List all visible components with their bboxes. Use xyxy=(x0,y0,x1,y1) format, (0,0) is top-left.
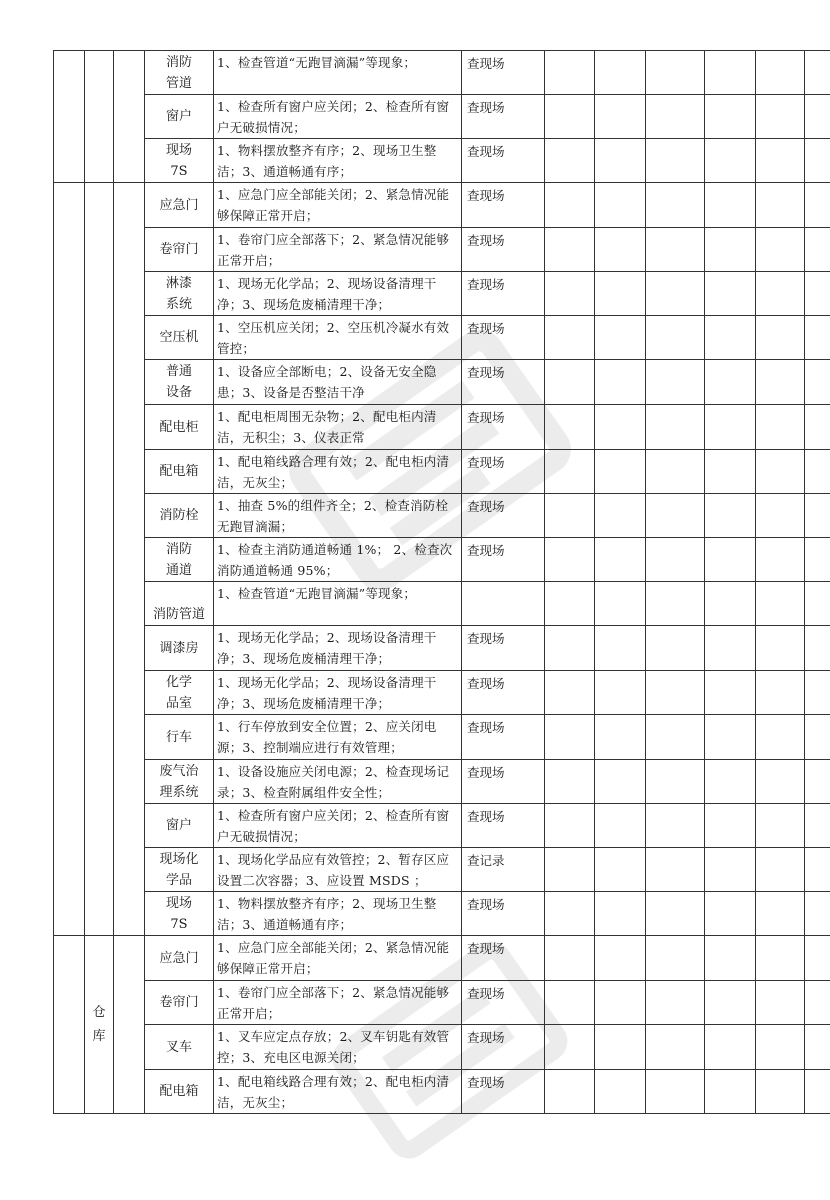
check-result-cell[interactable] xyxy=(705,804,756,848)
check-result-cell[interactable] xyxy=(545,804,595,848)
method-cell: 查记录 xyxy=(462,848,545,892)
sub-area-cell xyxy=(114,183,145,936)
table-row xyxy=(54,51,830,95)
group-index-cell xyxy=(54,936,85,1114)
item-cell: 应急门 xyxy=(145,936,214,981)
table-row xyxy=(54,582,830,626)
requirement-cell: 1、行车停放到安全位置；2、应关闭电源；3、控制端应进行有效管理； xyxy=(214,715,462,760)
check-result-cell[interactable] xyxy=(756,715,805,760)
area-label-cell xyxy=(85,183,114,936)
check-result-cell[interactable] xyxy=(545,848,595,892)
check-result-cell[interactable] xyxy=(805,892,830,936)
check-result-cell[interactable] xyxy=(646,981,705,1025)
item-cell: 叉车 xyxy=(145,1025,214,1070)
check-result-cell[interactable] xyxy=(705,1025,756,1070)
item-cell: 普通 设备 xyxy=(145,360,214,405)
check-result-cell[interactable] xyxy=(646,494,705,538)
check-result-cell[interactable] xyxy=(756,51,805,95)
check-result-cell[interactable] xyxy=(705,228,756,272)
requirement-cell: 1、抽查 5%的组件齐全；2、检查消防栓无跑冒滴漏； xyxy=(214,494,462,538)
check-result-cell[interactable] xyxy=(805,1025,830,1070)
check-result-cell[interactable] xyxy=(756,95,805,139)
check-result-cell[interactable] xyxy=(705,494,756,538)
requirement-cell: 1、配电箱线路合理有效；2、配电柜内清洁，无灰尘； xyxy=(214,450,462,494)
check-result-cell[interactable] xyxy=(545,228,595,272)
method-cell: 查现场 xyxy=(462,316,545,360)
area-label-cell xyxy=(85,51,114,183)
check-result-cell[interactable] xyxy=(646,360,705,405)
method-cell: 查现场 xyxy=(462,936,545,981)
check-result-cell[interactable] xyxy=(646,848,705,892)
table-row xyxy=(54,671,830,715)
check-result-cell[interactable] xyxy=(545,51,595,95)
table-row xyxy=(54,848,830,892)
check-result-cell[interactable] xyxy=(805,95,830,139)
inspection-table xyxy=(53,50,830,1114)
check-result-cell[interactable] xyxy=(705,139,756,183)
item-cell: 应急门 xyxy=(145,183,214,228)
check-result-cell[interactable] xyxy=(545,95,595,139)
check-result-cell[interactable] xyxy=(646,183,705,228)
check-result-cell[interactable] xyxy=(595,936,646,981)
check-result-cell[interactable] xyxy=(805,1070,830,1114)
check-result-cell[interactable] xyxy=(595,405,646,450)
check-result-cell[interactable] xyxy=(545,582,595,626)
check-result-cell[interactable] xyxy=(805,228,830,272)
check-result-cell[interactable] xyxy=(705,760,756,804)
check-result-cell[interactable] xyxy=(705,450,756,494)
item-cell: 现场 7S xyxy=(145,892,214,936)
requirement-cell: 1、配电箱线路合理有效；2、配电柜内清洁，无灰尘； xyxy=(214,1070,462,1114)
check-result-cell[interactable] xyxy=(705,892,756,936)
check-result-cell[interactable] xyxy=(646,671,705,715)
check-result-cell[interactable] xyxy=(646,538,705,582)
requirement-cell: 1、检查管道“无跑冒滴漏”等现象； xyxy=(214,582,462,626)
table-row xyxy=(54,538,830,582)
check-result-cell[interactable] xyxy=(756,981,805,1025)
method-cell: 查现场 xyxy=(462,1070,545,1114)
check-result-cell[interactable] xyxy=(705,1070,756,1114)
check-result-cell[interactable] xyxy=(595,582,646,626)
method-cell: 查现场 xyxy=(462,892,545,936)
check-result-cell[interactable] xyxy=(545,1025,595,1070)
check-result-cell[interactable] xyxy=(805,360,830,405)
requirement-cell: 1、配电柜周围无杂物；2、配电柜内清洁，无积尘；3、仪表正常 xyxy=(214,405,462,450)
check-result-cell[interactable] xyxy=(595,316,646,360)
item-cell: 空压机 xyxy=(145,316,214,360)
table-row xyxy=(54,450,830,494)
item-cell: 调漆房 xyxy=(145,626,214,671)
area-label-cell: 仓 库 xyxy=(85,936,114,1114)
check-result-cell[interactable] xyxy=(756,626,805,671)
item-cell: 消防 通道 xyxy=(145,538,214,582)
requirement-cell: 1、现场化学品应有效管控；2、暂存区应设置二次容器；3、应设置 MSDS ； xyxy=(214,848,462,892)
requirement-cell: 1、设备设施应关闭电源；2、检查现场记录；3、检查附属组件安全性； xyxy=(214,760,462,804)
method-cell: 查现场 xyxy=(462,760,545,804)
check-result-cell[interactable] xyxy=(805,626,830,671)
check-result-cell[interactable] xyxy=(545,715,595,760)
method-cell: 查现场 xyxy=(462,272,545,316)
check-result-cell[interactable] xyxy=(595,981,646,1025)
check-result-cell[interactable] xyxy=(805,715,830,760)
check-result-cell[interactable] xyxy=(595,892,646,936)
check-result-cell[interactable] xyxy=(545,760,595,804)
check-result-cell[interactable] xyxy=(646,936,705,981)
check-result-cell[interactable] xyxy=(646,228,705,272)
check-result-cell[interactable] xyxy=(756,139,805,183)
table-row xyxy=(54,360,830,405)
check-result-cell[interactable] xyxy=(545,538,595,582)
check-result-cell[interactable] xyxy=(756,804,805,848)
check-result-cell[interactable] xyxy=(646,804,705,848)
check-result-cell[interactable] xyxy=(595,450,646,494)
check-result-cell[interactable] xyxy=(805,582,830,626)
requirement-cell: 1、空压机应关闭；2、空压机冷凝水有效管控； xyxy=(214,316,462,360)
check-result-cell[interactable] xyxy=(646,892,705,936)
table-row xyxy=(54,405,830,450)
check-result-cell[interactable] xyxy=(705,671,756,715)
method-cell: 查现场 xyxy=(462,228,545,272)
check-result-cell[interactable] xyxy=(595,95,646,139)
check-result-cell[interactable] xyxy=(595,51,646,95)
method-cell: 查现场 xyxy=(462,804,545,848)
check-result-cell[interactable] xyxy=(595,1070,646,1114)
check-result-cell[interactable] xyxy=(545,1070,595,1114)
check-result-cell[interactable] xyxy=(805,671,830,715)
check-result-cell[interactable] xyxy=(545,316,595,360)
check-result-cell[interactable] xyxy=(646,95,705,139)
check-result-cell[interactable] xyxy=(545,139,595,183)
check-result-cell[interactable] xyxy=(545,360,595,405)
check-result-cell[interactable] xyxy=(545,981,595,1025)
check-result-cell[interactable] xyxy=(595,183,646,228)
check-result-cell[interactable] xyxy=(545,671,595,715)
check-result-cell[interactable] xyxy=(756,848,805,892)
table-row xyxy=(54,1025,830,1070)
check-result-cell[interactable] xyxy=(646,316,705,360)
table-row xyxy=(54,183,830,228)
check-result-cell[interactable] xyxy=(545,892,595,936)
check-result-cell[interactable] xyxy=(646,272,705,316)
check-result-cell[interactable] xyxy=(756,936,805,981)
requirement-cell: 1、物料摆放整齐有序；2、现场卫生整洁；3、通道畅通有序； xyxy=(214,892,462,936)
check-result-cell[interactable] xyxy=(805,183,830,228)
item-cell: 消防管道 xyxy=(145,582,214,626)
item-cell: 化学 品室 xyxy=(145,671,214,715)
check-result-cell[interactable] xyxy=(705,272,756,316)
table-row xyxy=(54,892,830,936)
check-result-cell[interactable] xyxy=(545,183,595,228)
check-result-cell[interactable] xyxy=(805,405,830,450)
check-result-cell[interactable] xyxy=(705,715,756,760)
table-row xyxy=(54,95,830,139)
item-cell: 废气治 理系统 xyxy=(145,760,214,804)
check-result-cell[interactable] xyxy=(545,450,595,494)
item-cell: 行车 xyxy=(145,715,214,760)
method-cell: 查现场 xyxy=(462,139,545,183)
check-result-cell[interactable] xyxy=(805,272,830,316)
check-result-cell[interactable] xyxy=(805,981,830,1025)
method-cell: 查现场 xyxy=(462,95,545,139)
sub-area-cell xyxy=(114,936,145,1114)
check-result-cell[interactable] xyxy=(805,316,830,360)
check-result-cell[interactable] xyxy=(595,760,646,804)
method-cell: 查现场 xyxy=(462,715,545,760)
check-result-cell[interactable] xyxy=(595,804,646,848)
check-result-cell[interactable] xyxy=(805,450,830,494)
check-result-cell[interactable] xyxy=(646,626,705,671)
method-cell: 查现场 xyxy=(462,671,545,715)
check-result-cell[interactable] xyxy=(595,228,646,272)
check-result-cell[interactable] xyxy=(646,51,705,95)
check-result-cell[interactable] xyxy=(705,626,756,671)
item-cell: 现场化 学品 xyxy=(145,848,214,892)
table-row xyxy=(54,494,830,538)
check-result-cell[interactable] xyxy=(805,139,830,183)
inspection-sheet xyxy=(53,50,830,1114)
check-result-cell[interactable] xyxy=(705,582,756,626)
check-result-cell[interactable] xyxy=(646,139,705,183)
item-cell: 配电柜 xyxy=(145,405,214,450)
method-cell: 查现场 xyxy=(462,538,545,582)
check-result-cell[interactable] xyxy=(595,848,646,892)
item-cell: 窗户 xyxy=(145,95,214,139)
requirement-cell: 1、检查所有窗户应关闭；2、检查所有窗户无破损情况； xyxy=(214,804,462,848)
requirement-cell: 1、现场无化学品；2、现场设备清理干净；3、现场危废桶清理干净； xyxy=(214,272,462,316)
group-index-cell xyxy=(54,51,85,183)
requirement-cell: 1、叉车应定点存放；2、叉车钥匙有效管控；3、充电区电源关闭； xyxy=(214,1025,462,1070)
requirement-cell: 1、现场无化学品；2、现场设备清理干净；3、现场危废桶清理干净； xyxy=(214,671,462,715)
check-result-cell[interactable] xyxy=(756,228,805,272)
requirement-cell: 1、物料摆放整齐有序；2、现场卫生整洁；3、通道畅通有序； xyxy=(214,139,462,183)
check-result-cell[interactable] xyxy=(595,671,646,715)
requirement-cell: 1、检查所有窗户应关闭；2、检查所有窗户无破损情况； xyxy=(214,95,462,139)
check-result-cell[interactable] xyxy=(595,139,646,183)
check-result-cell[interactable] xyxy=(545,626,595,671)
check-result-cell[interactable] xyxy=(756,671,805,715)
check-result-cell[interactable] xyxy=(805,494,830,538)
item-cell: 消防栓 xyxy=(145,494,214,538)
requirement-cell: 1、检查管道“无跑冒滴漏”等现象； xyxy=(214,51,462,95)
item-cell: 消防 管道 xyxy=(145,51,214,95)
check-result-cell[interactable] xyxy=(756,405,805,450)
check-result-cell[interactable] xyxy=(705,405,756,450)
check-result-cell[interactable] xyxy=(595,538,646,582)
sub-area-cell xyxy=(114,51,145,183)
check-result-cell[interactable] xyxy=(756,316,805,360)
requirement-cell: 1、应急门应全部能关闭；2、紧急情况能够保障正常开启； xyxy=(214,936,462,981)
method-cell: 查现场 xyxy=(462,183,545,228)
check-result-cell[interactable] xyxy=(646,1025,705,1070)
check-result-cell[interactable] xyxy=(756,494,805,538)
method-cell: 查现场 xyxy=(462,51,545,95)
table-row xyxy=(54,804,830,848)
check-result-cell[interactable] xyxy=(805,51,830,95)
method-cell: 查现场 xyxy=(462,981,545,1025)
check-result-cell[interactable] xyxy=(646,760,705,804)
requirement-cell: 1、卷帘门应全部落下；2、紧急情况能够正常开启； xyxy=(214,981,462,1025)
item-cell: 淋漆 系统 xyxy=(145,272,214,316)
check-result-cell[interactable] xyxy=(756,760,805,804)
check-result-cell[interactable] xyxy=(646,715,705,760)
requirement-cell: 1、卷帘门应全部落下；2、紧急情况能够正常开启； xyxy=(214,228,462,272)
group-index-cell xyxy=(54,183,85,936)
check-result-cell[interactable] xyxy=(545,405,595,450)
table-row xyxy=(54,228,830,272)
check-result-cell[interactable] xyxy=(756,582,805,626)
method-cell xyxy=(462,582,545,626)
check-result-cell[interactable] xyxy=(705,848,756,892)
item-cell: 卷帘门 xyxy=(145,981,214,1025)
method-cell: 查现场 xyxy=(462,1025,545,1070)
inspection-table-body xyxy=(54,51,830,1114)
method-cell: 查现场 xyxy=(462,626,545,671)
check-result-cell[interactable] xyxy=(595,715,646,760)
check-result-cell[interactable] xyxy=(756,450,805,494)
check-result-cell[interactable] xyxy=(705,360,756,405)
item-cell: 窗户 xyxy=(145,804,214,848)
check-result-cell[interactable] xyxy=(595,494,646,538)
table-row xyxy=(54,272,830,316)
check-result-cell[interactable] xyxy=(756,1070,805,1114)
check-result-cell[interactable] xyxy=(705,981,756,1025)
table-row xyxy=(54,981,830,1025)
check-result-cell[interactable] xyxy=(545,494,595,538)
table-row xyxy=(54,1070,830,1114)
check-result-cell[interactable] xyxy=(756,892,805,936)
item-cell: 配电箱 xyxy=(145,450,214,494)
check-result-cell[interactable] xyxy=(545,936,595,981)
table-row xyxy=(54,316,830,360)
check-result-cell[interactable] xyxy=(805,804,830,848)
table-row xyxy=(54,139,830,183)
requirement-cell: 1、设备应全部断电；2、设备无安全隐患；3、设备是否整洁干净 xyxy=(214,360,462,405)
check-result-cell[interactable] xyxy=(595,1025,646,1070)
table-row xyxy=(54,936,830,981)
check-result-cell[interactable] xyxy=(705,51,756,95)
table-row xyxy=(54,715,830,760)
check-result-cell[interactable] xyxy=(646,405,705,450)
method-cell: 查现场 xyxy=(462,360,545,405)
check-result-cell[interactable] xyxy=(756,1025,805,1070)
check-result-cell[interactable] xyxy=(756,538,805,582)
requirement-cell: 1、现场无化学品；2、现场设备清理干净；3、现场危废桶清理干净； xyxy=(214,626,462,671)
method-cell: 查现场 xyxy=(462,405,545,450)
check-result-cell[interactable] xyxy=(646,450,705,494)
check-result-cell[interactable] xyxy=(805,538,830,582)
check-result-cell[interactable] xyxy=(805,936,830,981)
check-result-cell[interactable] xyxy=(805,760,830,804)
check-result-cell[interactable] xyxy=(705,316,756,360)
check-result-cell[interactable] xyxy=(705,538,756,582)
method-cell: 查现场 xyxy=(462,494,545,538)
check-result-cell[interactable] xyxy=(595,626,646,671)
table-row xyxy=(54,760,830,804)
check-result-cell[interactable] xyxy=(756,360,805,405)
check-result-cell[interactable] xyxy=(595,360,646,405)
check-result-cell[interactable] xyxy=(705,95,756,139)
check-result-cell[interactable] xyxy=(756,183,805,228)
check-result-cell[interactable] xyxy=(756,272,805,316)
check-result-cell[interactable] xyxy=(595,272,646,316)
method-cell: 查现场 xyxy=(462,450,545,494)
check-result-cell[interactable] xyxy=(646,582,705,626)
item-cell: 卷帘门 xyxy=(145,228,214,272)
table-row xyxy=(54,626,830,671)
requirement-cell: 1、检查主消防通道畅通 1%； 2、检查次消防通道畅通 95%； xyxy=(214,538,462,582)
item-cell: 现场 7S xyxy=(145,139,214,183)
check-result-cell[interactable] xyxy=(646,1070,705,1114)
check-result-cell[interactable] xyxy=(545,272,595,316)
item-cell: 配电箱 xyxy=(145,1070,214,1114)
check-result-cell[interactable] xyxy=(805,848,830,892)
check-result-cell[interactable] xyxy=(705,936,756,981)
requirement-cell: 1、应急门应全部能关闭；2、紧急情况能够保障正常开启； xyxy=(214,183,462,228)
check-result-cell[interactable] xyxy=(705,183,756,228)
